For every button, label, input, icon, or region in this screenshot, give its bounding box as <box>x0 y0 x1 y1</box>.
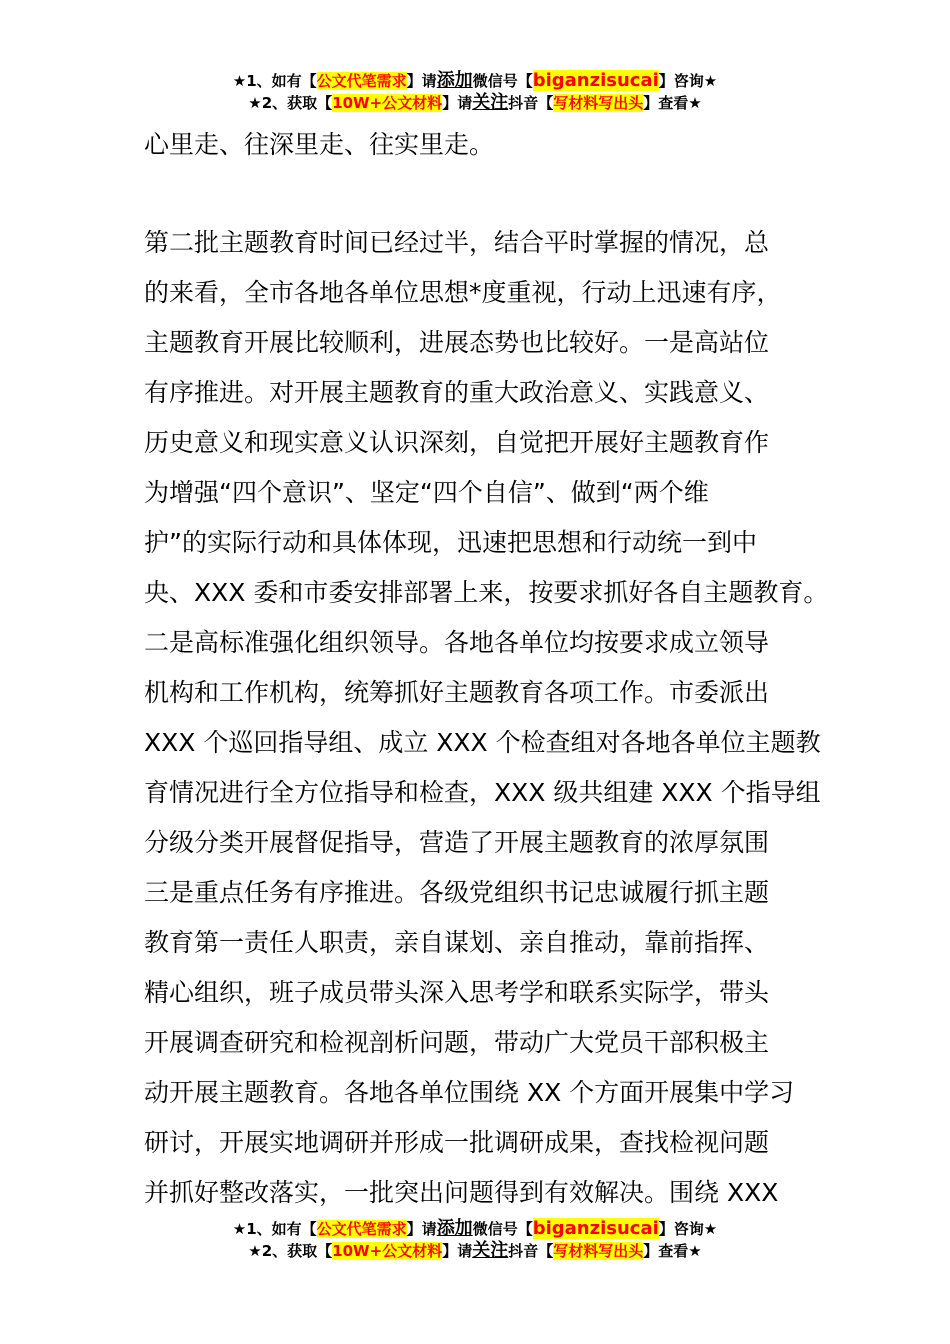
ad-text: 】咨询★ <box>658 1220 718 1238</box>
ad-text: 】请 <box>442 1242 473 1260</box>
ad-douyin-name: 写材料写出头 <box>553 1242 644 1260</box>
body-paragraph <box>144 218 834 1218</box>
ad-wechat-id: biganzisucai <box>532 1218 659 1239</box>
text-line: 开展调查研究和检视剖析问题，带动广大党员干部积极主 <box>144 1028 770 1057</box>
ad-text: 抖音【 <box>508 94 554 112</box>
text-line: 精心组织，班子成员带头深入思考学和联系实际学，带头 <box>144 978 770 1007</box>
text-line: 历史意义和现实意义认识深刻，自觉把开展好主题教育作 <box>144 428 770 457</box>
ad-text: ★1、如有【 <box>232 72 317 90</box>
footer-ad-line-1 <box>0 1218 950 1240</box>
text-line: 研讨，开展实地调研并形成一批调研成果，查找检视问题 <box>144 1128 770 1157</box>
ad-text: ★2、获取【 <box>248 1242 333 1260</box>
ad-text: ★1、如有【 <box>232 1220 317 1238</box>
ad-text: 】咨询★ <box>658 72 718 90</box>
ad-text: ★2、获取【 <box>248 94 333 112</box>
ad-text: 】请 <box>442 94 473 112</box>
text-line: 分级分类开展督促指导，营造了开展主题教育的浓厚氛围 <box>144 828 770 857</box>
text-line: 第二批主题教育时间已经过半，结合平时掌握的情况，总 <box>144 228 770 257</box>
ad-text: 微信号【 <box>472 72 533 90</box>
header-ad-line-2 <box>0 92 950 114</box>
continuation-line <box>144 120 834 170</box>
ad-text: 】请 <box>406 72 437 90</box>
text-line: 主题教育开展比较顺利，进展态势也比较好。一是高站位 <box>144 328 770 357</box>
ad-underline: 关注 <box>472 92 509 113</box>
text-line: 护”的实际行动和具体体现，迅速把思想和行动统一到中 <box>144 528 757 557</box>
text-line: 心里走、往深里走、往实里走。 <box>144 130 495 159</box>
ad-highlight: 10W+公文材料 <box>332 94 443 112</box>
ad-text: 微信号【 <box>472 1220 533 1238</box>
text-line: 的来看，全市各地各单位思想*度重视，行动上迅速有序， <box>144 278 782 307</box>
ad-underline: 添加 <box>436 1218 473 1239</box>
ad-underline: 添加 <box>436 70 473 91</box>
text-line: 育情况进行全方位指导和检查，XXX 级共组建 XXX 个指导组 <box>144 778 821 807</box>
text-line: 三是重点任务有序推进。各级党组织书记忠诚履行抓主题 <box>144 878 770 907</box>
text-line: 机构和工作机构，统筹抓好主题教育各项工作。市委派出 <box>144 678 770 707</box>
header-ad-line-1 <box>0 70 950 92</box>
text-line: XXX 个巡回指导组、成立 XXX 个检查组对各地各单位主题教 <box>144 728 821 757</box>
text-line: 为增强“四个意识”、坚定“四个自信”、做到“两个维 <box>144 478 709 507</box>
header-ad <box>0 70 950 114</box>
ad-highlight: 公文代笔需求 <box>316 1220 407 1238</box>
ad-highlight: 10W+公文材料 <box>332 1242 443 1260</box>
footer-ad-line-2 <box>0 1240 950 1262</box>
ad-highlight: 公文代笔需求 <box>316 72 407 90</box>
ad-text: 】查看★ <box>643 1242 702 1260</box>
footer-ad <box>0 1218 950 1262</box>
text-line: 动开展主题教育。各地各单位围绕 XX 个方面开展集中学习 <box>144 1078 795 1107</box>
ad-underline: 关注 <box>472 1240 509 1261</box>
ad-wechat-id: biganzisucai <box>532 70 659 91</box>
text-line: 有序推进。对开展主题教育的重大政治意义、实践意义、 <box>144 378 770 407</box>
text-line: 教育第一责任人职责，亲自谋划、亲自推动，靠前指挥、 <box>144 928 770 957</box>
ad-text: 】请 <box>406 1220 437 1238</box>
text-line: 并抓好整改落实，一批突出问题得到有效解决。围绕 XXX <box>144 1178 779 1207</box>
text-line: 央、XXX 委和市委安排部署上来，按要求抓好各自主题教育。 <box>144 578 829 607</box>
ad-text: 】查看★ <box>643 94 702 112</box>
ad-douyin-name: 写材料写出头 <box>553 94 644 112</box>
text-line: 二是高标准强化组织领导。各地各单位均按要求成立领导 <box>144 628 770 657</box>
ad-text: 抖音【 <box>508 1242 554 1260</box>
